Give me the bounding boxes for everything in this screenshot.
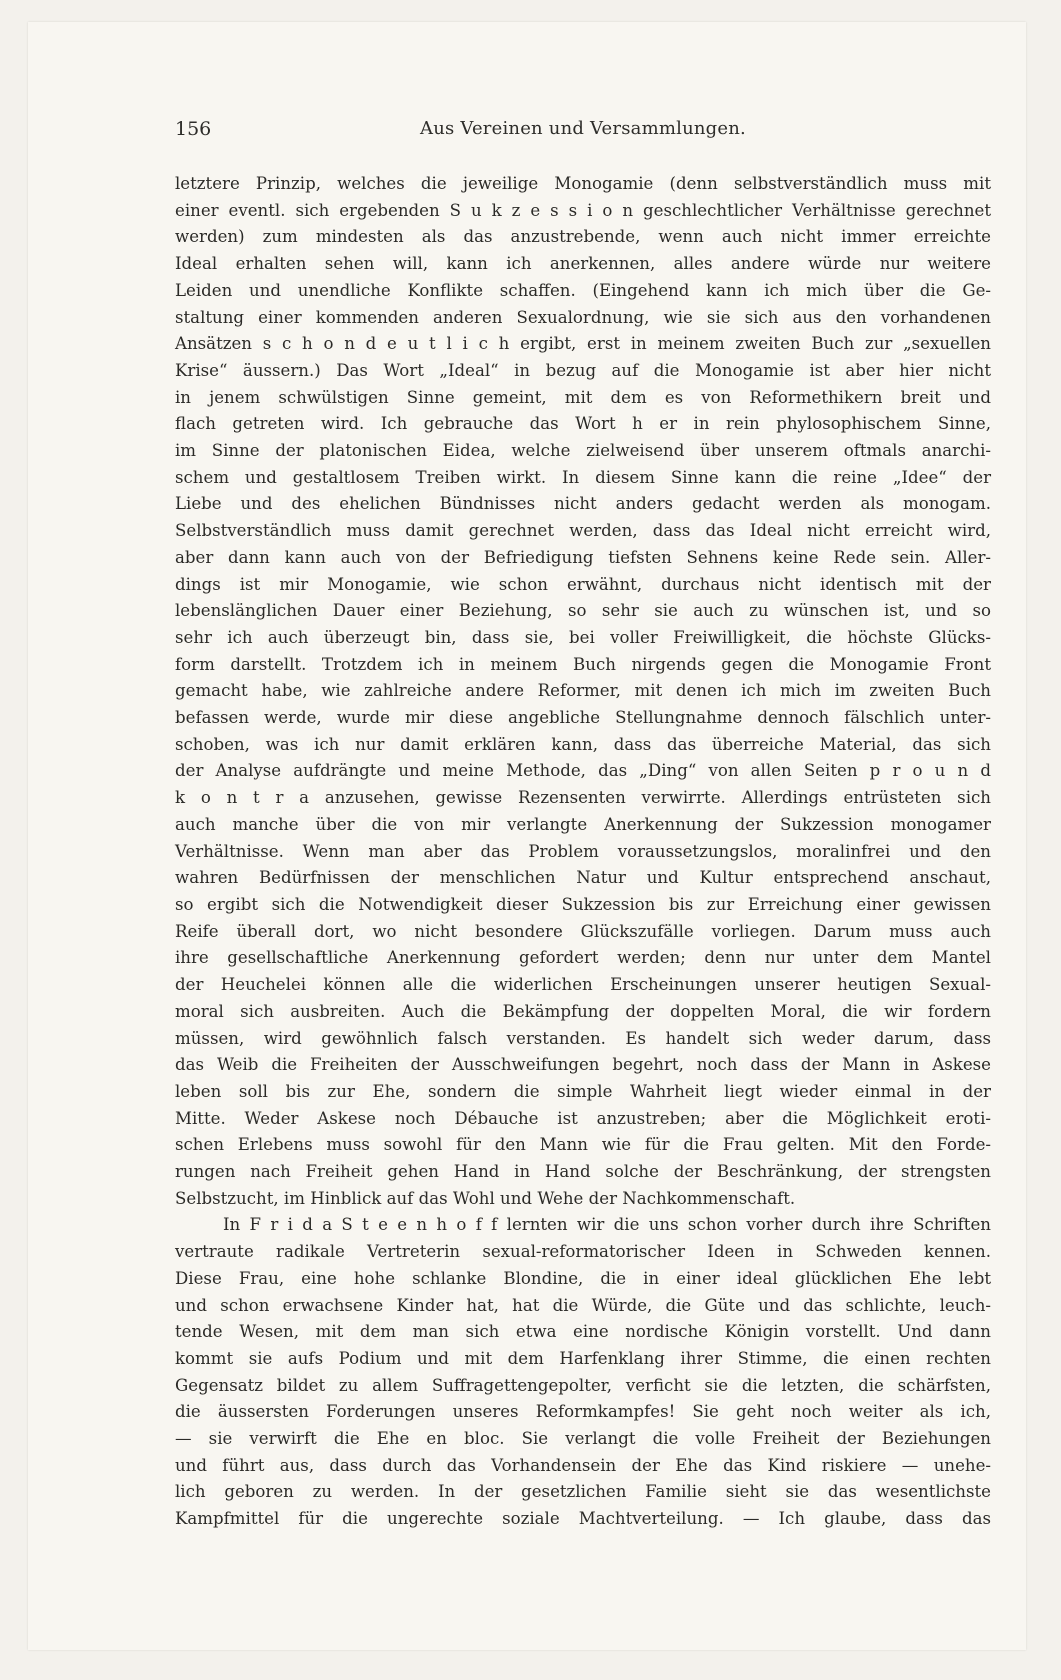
text-line: Mitte. Weder Askese noch Débauche ist anzustreben; aber die Möglichkeit eroti- xyxy=(175,1108,991,1128)
text-line: der Analyse aufdrängte und meine Methode, das „Ding“ von allen Seiten p r o u n d xyxy=(175,761,991,781)
text-line: so ergibt sich die Notwendigkeit dieser Sukzession bis zur Erreichung einer gewissen xyxy=(175,894,991,914)
text-line: das Weib die Freiheiten der Ausschweifungen begehrt, noch dass der Mann in Askese xyxy=(175,1055,991,1075)
text-line: tende Wesen, mit dem man sich etwa eine nordische Königin vorstellt. Und dann xyxy=(175,1322,991,1342)
text-line: auch manche über die von mir verlangte Anerkennung der Sukzession monogamer xyxy=(175,814,991,834)
text-line: ihre gesellschaftliche Anerkennung gefordert werden; denn nur unter dem Mantel xyxy=(175,948,991,968)
text-line: Gegensatz bildet zu allem Suffragettengepolter, verficht sie die letzten, die schärfsten, xyxy=(175,1375,991,1395)
text-line: Liebe und des ehelichen Bündnisses nicht anders gedacht werden als monogam. xyxy=(175,494,991,514)
text-line: lebenslänglichen Dauer einer Beziehung, so sehr sie auch zu wünschen ist, und so xyxy=(175,601,991,621)
text-line: moral sich ausbreiten. Auch die Bekämpfung der doppelten Moral, die wir fordern xyxy=(175,1001,991,1021)
text-line: Ansätzen s c h o n d e u t l i c h ergibt, erst in meinem zweiten Buch zur „sexuellen xyxy=(175,334,991,354)
text-line: In F r i d a S t e e n h o f f lernten wir die uns schon vorher durch ihre Schriften xyxy=(223,1215,991,1235)
text-line: die äussersten Forderungen unseres Reformkampfes! Sie geht noch weiter als ich, xyxy=(175,1402,991,1422)
text-line: flach getreten wird. Ich gebrauche das Wort h er in rein phylosophischem Sinne, xyxy=(175,414,991,434)
text-line: k o n t r a anzusehen, gewisse Rezensenten verwirrte. Allerdings entrüsteten sich xyxy=(175,788,991,808)
text-line: Leiden und unendliche Konflikte schaffen. (Eingehend kann ich mich über die Ge- xyxy=(175,280,991,300)
text-line: und schon erwachsene Kinder hat, hat die Würde, die Güte und das schlichte, leuch- xyxy=(175,1295,991,1315)
page-header xyxy=(175,118,991,148)
text-line: vertraute radikale Vertreterin sexual-reformatorischer Ideen in Schweden kennen. xyxy=(175,1242,991,1262)
page-number: 156 xyxy=(175,118,212,140)
text-line: schoben, was ich nur damit erklären kann, dass das überreiche Material, das sich xyxy=(175,734,991,754)
text-line: wahren Bedürfnissen der menschlichen Natur und Kultur entsprechend anschaut, xyxy=(175,868,991,888)
text-line: schen Erlebens muss sowohl für den Mann wie für die Frau gelten. Mit den Forde- xyxy=(175,1135,991,1155)
text-line: einer eventl. sich ergebenden S u k z e s s i o n geschlechtlicher Verhältnisse gerechnet xyxy=(175,200,991,220)
text-line: im Sinne der platonischen Eidea, welche zielweisend über unserem oftmals anarchi- xyxy=(175,441,991,461)
text-line: in jenem schwülstigen Sinne gemeint, mit dem es von Reformethikern breit und xyxy=(175,387,991,407)
text-line: form darstellt. Trotzdem ich in meinem Buch nirgends gegen die Monogamie Front xyxy=(175,654,991,674)
text-line: Reife überall dort, wo nicht besondere Glückszufälle vorliegen. Darum muss auch xyxy=(175,921,991,941)
text-line: Diese Frau, eine hohe schlanke Blondine, die in einer ideal glücklichen Ehe lebt xyxy=(175,1268,991,1288)
text-line: befassen werde, wurde mir diese angebliche Stellungnahme dennoch fälschlich unter- xyxy=(175,708,991,728)
text-line: — sie verwirft die Ehe en bloc. Sie verlangt die volle Freiheit der Beziehungen xyxy=(175,1429,991,1449)
text-line: dings ist mir Monogamie, wie schon erwähnt, durchaus nicht identisch mit der xyxy=(175,574,991,594)
text-line: Ideal erhalten sehen will, kann ich anerkennen, alles andere würde nur weitere xyxy=(175,254,991,274)
text-line: werden) zum mindesten als das anzustrebende, wenn auch nicht immer erreichte xyxy=(175,227,991,247)
text-line: Selbstverständlich muss damit gerechnet werden, dass das Ideal nicht erreicht wird, xyxy=(175,521,991,541)
text-line: kommt sie aufs Podium und mit dem Harfenklang ihrer Stimme, die einen rechten xyxy=(175,1348,991,1368)
text-line: leben soll bis zur Ehe, sondern die simple Wahrheit liegt wieder einmal in der xyxy=(175,1081,991,1101)
running-head: Aus Vereinen und Versammlungen. xyxy=(420,118,746,139)
text-line: der Heuchelei können alle die widerlichen Erscheinungen unserer heutigen Sexual- xyxy=(175,975,991,995)
text-line: staltung einer kommenden anderen Sexualordnung, wie sie sich aus den vorhandenen xyxy=(175,307,991,327)
text-line: Selbstzucht, im Hinblick auf das Wohl und Wehe der Nachkommenschaft. xyxy=(175,1188,796,1208)
text-line: und führt aus, dass durch das Vorhandensein der Ehe das Kind riskiere — unehe- xyxy=(175,1455,991,1475)
text-line: lich geboren zu werden. In der gesetzlichen Familie sieht sie das wesentlichste xyxy=(175,1482,991,1502)
text-line: sehr ich auch überzeugt bin, dass sie, bei voller Freiwilligkeit, die höchste Glücks- xyxy=(175,627,991,647)
text-line: aber dann kann auch von der Befriedigung tiefsten Sehnens keine Rede sein. Aller- xyxy=(175,547,991,567)
text-line: müssen, wird gewöhnlich falsch verstanden. Es handelt sich weder darum, dass xyxy=(175,1028,991,1048)
text-line: schem und gestaltlosem Treiben wirkt. In diesem Sinne kann die reine „Idee“ der xyxy=(175,467,991,487)
text-line: rungen nach Freiheit gehen Hand in Hand solche der Beschränkung, der strengsten xyxy=(175,1162,991,1182)
text-line: Krise“ äussern.) Das Wort „Ideal“ in bezug auf die Monogamie ist aber hier nicht xyxy=(175,360,991,380)
text-line: Kampfmittel für die ungerechte soziale Machtverteilung. — Ich glaube, dass das xyxy=(175,1509,991,1529)
text-line: gemacht habe, wie zahlreiche andere Reformer, mit denen ich mich im zweiten Buch xyxy=(175,681,991,701)
body-text xyxy=(175,171,991,1533)
text-line: letztere Prinzip, welches die jeweilige Monogamie (denn selbstverständlich muss mit xyxy=(175,174,991,193)
text-line: Verhältnisse. Wenn man aber das Problem voraussetzungslos, moralinfrei und den xyxy=(175,841,991,861)
